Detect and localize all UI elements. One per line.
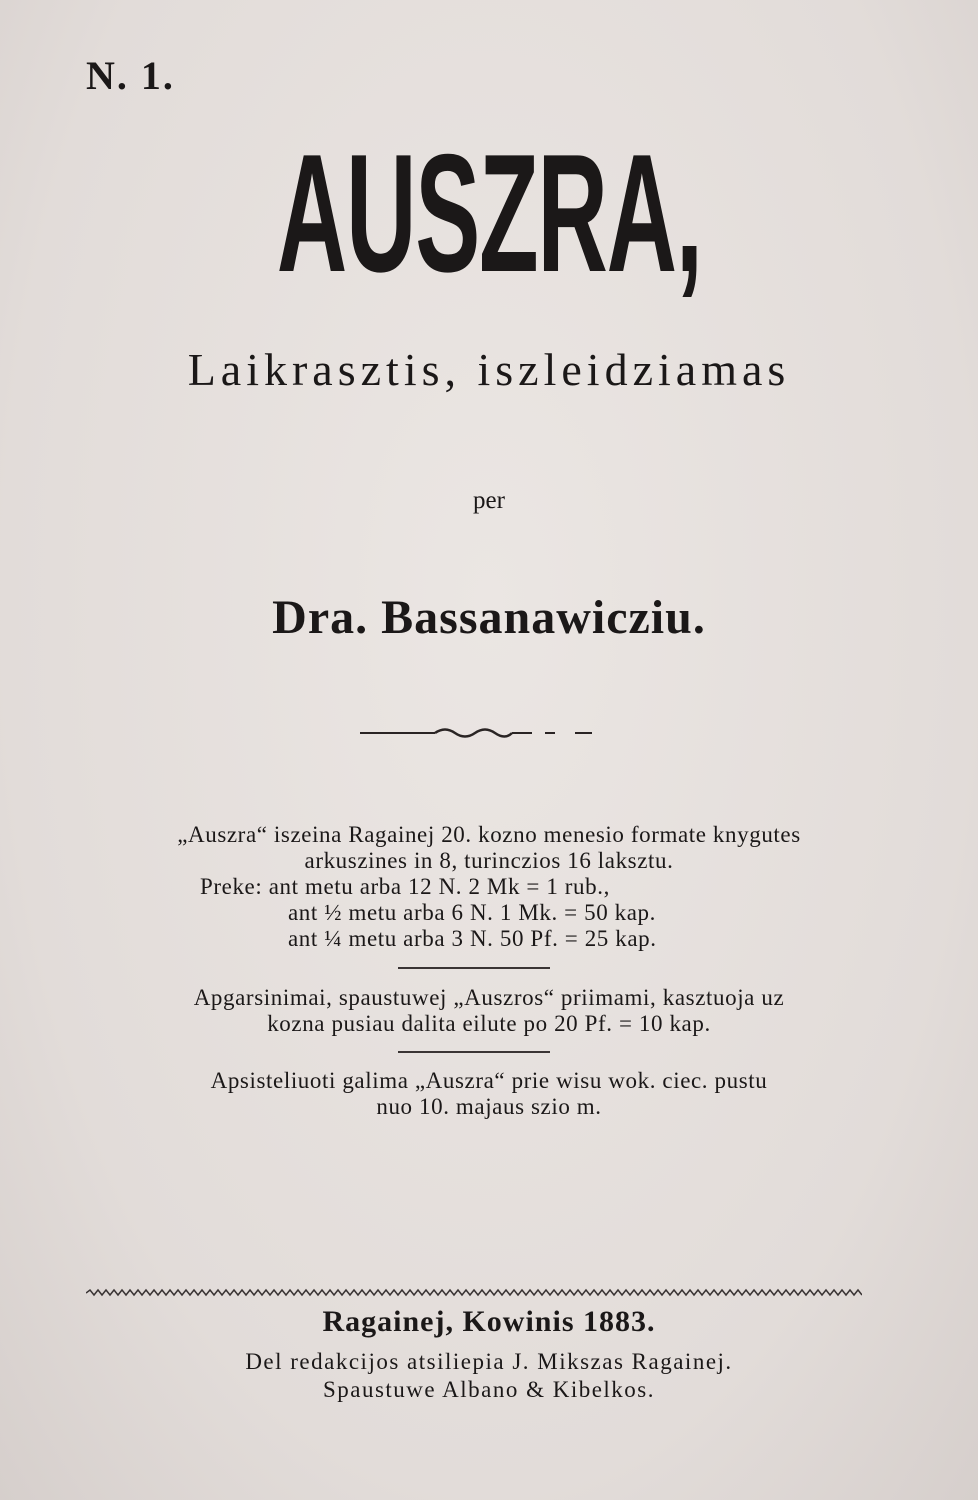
imprint	[0, 1348, 978, 1404]
ornament-divider-icon	[360, 724, 595, 742]
ads-line: Apgarsinimai, spaustuwej „Auszros“ priimami, kasztuoja uz	[193, 985, 785, 1010]
subscribe-line: Apsisteliuoti galima „Auszra“ prie wisu wok. ciec. pustu	[210, 1068, 768, 1093]
issue-number: N. 1.	[86, 53, 175, 98]
info-line: „Auszra“ iszeina Ragainej 20. kozno menesio formate knygutes	[177, 822, 801, 847]
title-text: AUSZRA,	[276, 119, 702, 307]
divider	[398, 1051, 550, 1053]
price-line: Preke: ant metu arba 12 N. 2 Mk = 1 rub.,	[200, 874, 610, 899]
place-date: Ragainej, Kowinis 1883.	[322, 1305, 656, 1338]
newspaper-title	[0, 119, 978, 307]
advertising-info	[0, 985, 978, 1037]
info-line: arkuszines in 8, turinczios 16 laksztu.	[304, 848, 674, 873]
price-line: ant ½ metu arba 6 N. 1 Mk. = 50 kap.	[288, 900, 657, 925]
ads-line: kozna pusiau dalita eilute po 20 Pf. = 10 kap.	[267, 1011, 711, 1036]
subtitle: Laikrasztis, iszleidziamas	[187, 344, 791, 395]
publication-info	[104, 822, 874, 952]
editor-name: Dra. Bassanawicziu.	[272, 591, 706, 644]
printer-line: Spaustuwe Albano & Kibelkos.	[322, 1377, 656, 1402]
subscription-info	[0, 1068, 978, 1120]
wavy-divider-icon	[86, 1287, 862, 1299]
editor-line: Del redakcijos atsiliepia J. Mikszas Ragainej.	[245, 1349, 733, 1374]
price-line: ant ¼ metu arba 3 N. 50 Pf. = 25 kap.	[288, 926, 657, 951]
divider	[398, 967, 550, 969]
subscribe-line: nuo 10. majaus szio m.	[376, 1094, 602, 1119]
per-text: per	[473, 487, 505, 514]
